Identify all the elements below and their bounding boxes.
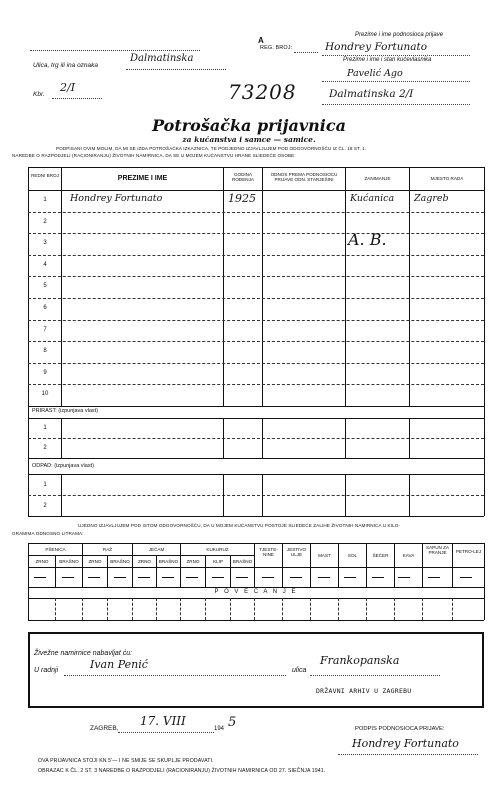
row-name: Hondrey Fortunato [70, 193, 163, 204]
stock-col-tjestenine: TJESTE-NINE [259, 547, 278, 557]
row-number: 7 [43, 326, 47, 333]
city-label: ZAGREB, [90, 725, 119, 732]
supply-box [28, 632, 484, 708]
shop-label: U radnji [34, 667, 59, 674]
prirast-row-2-num: 2 [43, 445, 47, 451]
row-number: 9 [43, 369, 47, 376]
row-occupation: Kućanica [350, 193, 395, 204]
form-title: Potrošačka prijavnica [152, 116, 346, 135]
address-right-value: Dalmatinska 2/I [329, 88, 414, 100]
stock-dash-mark [318, 577, 330, 578]
stock-group-jecam: JEČAM [148, 547, 165, 552]
stock-dash-mark [236, 577, 248, 578]
stock-dash-mark [138, 577, 150, 578]
stock-dash-mark [372, 577, 384, 578]
stock-sub-kukuruz-brasno: BRAŠNO [232, 559, 253, 564]
stock-dash-mark [212, 577, 224, 578]
stock-group-kukuruz: KUKURUZ [206, 547, 229, 552]
row-year: 1925 [228, 192, 256, 205]
stock-sub-jecam-zrno: ZRNO [137, 559, 151, 564]
stock-dash-mark [398, 577, 410, 578]
supply-street-label: ulica [292, 667, 307, 674]
row-number: 3 [43, 240, 47, 247]
header-zanimanje: ZANIMANJE [364, 176, 391, 181]
kbr-line [52, 98, 102, 99]
applicant-name-line [322, 55, 470, 56]
footer-note-1: OVA PRIJAVNICA STOJI KN 5'— I NE SMIJE SE SKUPLJE PRODAVATI. [38, 758, 214, 764]
signature-label: PODPIS PODNOSIOCA PRIJAVE: [355, 726, 445, 732]
owner-value: Pavelić Ago [347, 68, 403, 79]
stock-sub-jecam-brasno: BRAŠNO [158, 559, 179, 564]
header-godina-rodenja: GODINA ROĐENJA [232, 172, 254, 182]
street-line [126, 69, 226, 70]
date-line [118, 732, 214, 733]
odpad-row-2-num: 2 [43, 503, 47, 509]
footer-note-2: OBRAZAC K ČL. 2 ST. 3 NAREDBE O RAZPODJELI (RACIONIRANJU) ŽIVOTNIH NAMIRNICA OD 27. SIEČNJA 1941. [38, 768, 326, 774]
odpad-row-1-num: 1 [43, 482, 47, 488]
reg-broj-line [294, 52, 318, 53]
stock-group-psenica: PŠENICA [45, 547, 66, 552]
shop-line [64, 675, 286, 676]
row-number: 1 [43, 197, 47, 203]
intro-line-2: NAREDBE O RAZPODJELI (RACIONIRANJU) ŽIVOTNIH NAMIRNICA, DA SE U MOJEM KUĆANSTVU HRANE SLIEDEĆE OSOBE: [12, 153, 296, 158]
form-letter: A [258, 36, 264, 45]
form-subtitle: za kućanstva i samce — samice. [182, 135, 316, 144]
stock-col-secer: ŠEĆER [372, 553, 389, 558]
row-number: 4 [43, 261, 47, 268]
header-mjesto-rada: MJESTO RADA [430, 176, 464, 181]
row-number: 10 [41, 391, 49, 398]
stock-dash-mark [114, 577, 126, 578]
row-number: 2 [43, 218, 47, 225]
header-redni-broj: REDNI BROJ [31, 173, 59, 178]
stock-sub-psenica-zrno: ZRNO [35, 559, 49, 564]
odpad-label: ODPAD: (izpunjava vlast) [32, 463, 94, 469]
header-prezime-ime: PREZIME I IME [117, 175, 168, 182]
applicant-name-label: Prezime i ime podnosioca prijave [355, 32, 444, 38]
stock-sub-kukuruz-klip: KLIP [213, 559, 223, 564]
header-odnos: ODNOS PREMA PODNOSIOCU PRIJAVE ODN. STARJEŠINI [270, 172, 338, 182]
kbr-value: 2/I [60, 81, 76, 94]
address-right-line [322, 104, 470, 105]
prirast-label: PRIRAST: (izpunjava vlast) [32, 408, 99, 414]
shop-value: Ivan Penić [90, 658, 148, 671]
supply-street-value: Frankopanska [320, 654, 400, 667]
reg-number-value: 73208 [228, 80, 297, 104]
kbr-label: Kbr. [33, 91, 45, 98]
ab-mark: A. B. [348, 230, 387, 249]
row-number: 8 [43, 348, 47, 355]
supply-street-line [310, 675, 440, 676]
stock-group-raz: RAŽ [102, 547, 113, 552]
street-value: Dalmatinska [130, 53, 194, 64]
stock-col-jestivo-ulje: JESTIVO ULJE [286, 547, 307, 557]
stock-sub-raz-zrno: ZRNO [88, 559, 102, 564]
owner-label: Prezime i ime i stan kućevlasnika [343, 57, 432, 63]
stock-dash-mark [262, 577, 274, 578]
year-digit: 5 [228, 715, 237, 730]
year-prefix: 194 [214, 726, 225, 732]
intro-line-1: PODPISANI OVIM MOLIM, DA MI SE IZDA POTROŠAČKA IZKAZNICA, TE PODJEDNO IZJAVLJUJEM POD ODGOVORNOŠĆU IZ ČL. 18 ST. 1. [56, 146, 367, 151]
stock-intro-line-2: GRAMIMA ODNOSNO LITRAMA: [12, 531, 84, 536]
stock-dash-mark [344, 577, 356, 578]
stock-col-sapun: SAPUN ZA PRANJE [426, 545, 449, 555]
archive-stamp: DRŽAVNI ARHIV U ZAGREBU [316, 687, 412, 695]
owner-line [322, 81, 470, 82]
stock-sub-psenica-brasno: BRAŠNO [59, 559, 79, 564]
stock-dash-mark [62, 577, 74, 578]
stock-dash-mark [186, 577, 198, 578]
row-place: Zagreb [414, 193, 449, 204]
street-label: Ulica, trg ili ina oznaka [33, 62, 99, 69]
applicant-name-value: Hondrey Fortunato [325, 41, 428, 53]
signature-line [338, 754, 478, 755]
signature-value: Hondrey Fortunato [352, 737, 459, 750]
prirast-row-1-num: 1 [43, 425, 47, 431]
stock-sub-kukuruz-zrno: ZRNO [186, 559, 200, 564]
supply-label: Živežne namirnice nabavljat ću: [34, 650, 133, 657]
stock-sub-raz-brasno: BRAŠNO [110, 559, 130, 564]
stock-dash-mark [88, 577, 100, 578]
stock-dash-mark [428, 577, 440, 578]
povecanje-label: P O V E Ć A N J E [214, 589, 298, 595]
row-number: 5 [43, 283, 47, 290]
date-value: 17. VIII [140, 714, 186, 728]
stock-col-mast: MAST [318, 553, 331, 558]
row-number: 6 [43, 305, 47, 311]
stock-dash-mark [162, 577, 174, 578]
stock-col-kava: KAVA [402, 553, 415, 558]
stock-dash-mark [460, 577, 472, 578]
stock-dash-mark [34, 577, 46, 578]
reg-broj-label: REG. BROJ: [260, 45, 293, 51]
stock-col-petrolej: PETRO-LEJ [455, 549, 482, 554]
stock-dash-mark [290, 577, 302, 578]
stock-col-sol: SOL [347, 553, 358, 558]
top-left-line [30, 50, 200, 51]
stock-intro-line-1: UJEDNO IZJAVLJUJEM POD ISTOM ODGOVORNOŠĆU, DA U MOJEM KUĆANSTVU POSTOJE SLIEDEĆE ZALIHE ŽIVOTNIH NAMIRNICA U KILO- [78, 523, 401, 528]
